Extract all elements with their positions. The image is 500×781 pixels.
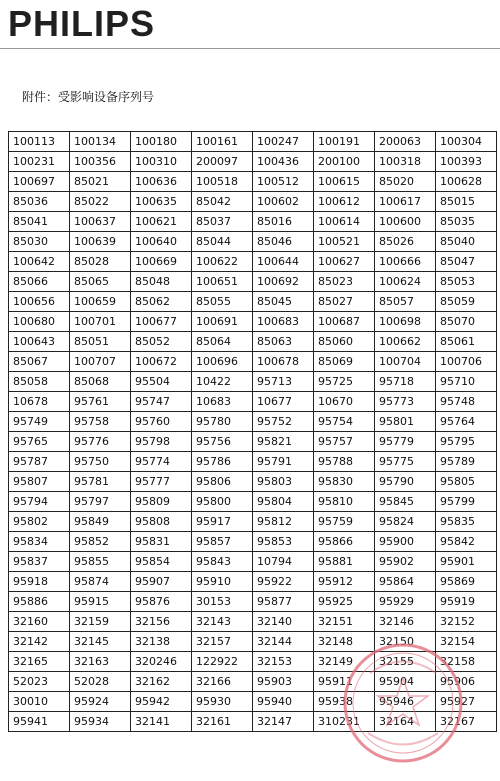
- serial-cell: 95869: [436, 572, 497, 592]
- philips-logo: PHILIPS: [8, 3, 156, 44]
- serial-cell: 95789: [436, 452, 497, 472]
- table-row: [9, 472, 497, 492]
- serial-cell: 95774: [131, 452, 192, 472]
- serial-cell: 95805: [436, 472, 497, 492]
- serial-cell: 100602: [253, 192, 314, 212]
- serial-cell: 200063: [375, 132, 436, 152]
- serial-cell: 95804: [253, 492, 314, 512]
- serial-cell: 95903: [253, 672, 314, 692]
- serial-cell: 100134: [70, 132, 131, 152]
- serial-cell: 95922: [253, 572, 314, 592]
- serial-cell: 95758: [70, 412, 131, 432]
- serial-cell: 85040: [436, 232, 497, 252]
- serial-cell: 95798: [131, 432, 192, 452]
- serial-cell: 32156: [131, 612, 192, 632]
- serial-cell: 85058: [9, 372, 70, 392]
- serial-cell: 95942: [131, 692, 192, 712]
- serial-cell: 100642: [9, 252, 70, 272]
- serial-cell: 32163: [70, 652, 131, 672]
- serial-cell: 95881: [314, 552, 375, 572]
- serial-cell: 85027: [314, 292, 375, 312]
- serial-cell: 95795: [436, 432, 497, 452]
- serial-cell: 32148: [314, 632, 375, 652]
- table-row: [9, 572, 497, 592]
- serial-number-table: [8, 131, 497, 732]
- table-row: [9, 532, 497, 552]
- serial-cell: 85046: [253, 232, 314, 252]
- serial-cell: 95754: [314, 412, 375, 432]
- serial-cell: 95918: [9, 572, 70, 592]
- serial-cell: 100644: [253, 252, 314, 272]
- serial-cell: 32138: [131, 632, 192, 652]
- serial-cell: 95902: [375, 552, 436, 572]
- table-row: [9, 632, 497, 652]
- serial-cell: 310231: [314, 712, 375, 732]
- table-row: [9, 192, 497, 212]
- serial-cell: 100113: [9, 132, 70, 152]
- serial-cell: 95824: [375, 512, 436, 532]
- table-row: [9, 452, 497, 472]
- table-row: [9, 492, 497, 512]
- serial-cell: 52028: [70, 672, 131, 692]
- serial-cell: 100678: [253, 352, 314, 372]
- serial-cell: 95904: [375, 672, 436, 692]
- serial-cell: 95946: [375, 692, 436, 712]
- serial-cell: 95790: [375, 472, 436, 492]
- serial-cell: 95776: [70, 432, 131, 452]
- serial-cell: 32140: [253, 612, 314, 632]
- serial-cell: 100635: [131, 192, 192, 212]
- serial-cell: 85064: [192, 332, 253, 352]
- serial-cell: 32164: [375, 712, 436, 732]
- serial-cell: 95807: [9, 472, 70, 492]
- serial-cell: 95910: [192, 572, 253, 592]
- serial-cell: 100356: [70, 152, 131, 172]
- serial-cell: 95797: [70, 492, 131, 512]
- serial-cell: 95802: [9, 512, 70, 532]
- serial-cell: 100636: [131, 172, 192, 192]
- attachment-title: 附件：受影响设备序列号: [22, 90, 155, 104]
- table-row: [9, 352, 497, 372]
- serial-cell: 30010: [9, 692, 70, 712]
- serial-cell: 95842: [436, 532, 497, 552]
- serial-cell: 100692: [253, 272, 314, 292]
- serial-cell: 95800: [192, 492, 253, 512]
- serial-cell: 100706: [436, 352, 497, 372]
- serial-cell: 100662: [375, 332, 436, 352]
- serial-cell: 100393: [436, 152, 497, 172]
- serial-cell: 32141: [131, 712, 192, 732]
- serial-cell: 85016: [253, 212, 314, 232]
- serial-cell: 32166: [192, 672, 253, 692]
- serial-cell: 95773: [375, 392, 436, 412]
- serial-cell: 100697: [9, 172, 70, 192]
- serial-cell: 100696: [192, 352, 253, 372]
- serial-cell: 95941: [9, 712, 70, 732]
- serial-cell: 95917: [192, 512, 253, 532]
- serial-cell: 95713: [253, 372, 314, 392]
- serial-cell: 32162: [131, 672, 192, 692]
- serial-cell: 85061: [436, 332, 497, 352]
- serial-cell: 32155: [375, 652, 436, 672]
- serial-cell: 100518: [192, 172, 253, 192]
- serial-cell: 95900: [375, 532, 436, 552]
- serial-cell: 100643: [9, 332, 70, 352]
- serial-cell: 85062: [131, 292, 192, 312]
- serial-cell: 32157: [192, 632, 253, 652]
- table-row: [9, 132, 497, 152]
- table-row: [9, 712, 497, 732]
- serial-cell: 95837: [9, 552, 70, 572]
- serial-cell: 32165: [9, 652, 70, 672]
- serial-cell: 95845: [375, 492, 436, 512]
- table-row: [9, 152, 497, 172]
- serial-cell: 95757: [314, 432, 375, 452]
- serial-cell: 100637: [70, 212, 131, 232]
- serial-cell: 85053: [436, 272, 497, 292]
- serial-cell: 95750: [70, 452, 131, 472]
- serial-cell: 85026: [375, 232, 436, 252]
- serial-cell: 32153: [253, 652, 314, 672]
- serial-cell: 100304: [436, 132, 497, 152]
- serial-cell: 32160: [9, 612, 70, 632]
- serial-cell: 85066: [9, 272, 70, 292]
- serial-cell: 95876: [131, 592, 192, 612]
- serial-cell: 85070: [436, 312, 497, 332]
- serial-cell: 95809: [131, 492, 192, 512]
- table-row: [9, 552, 497, 572]
- serial-cell: 95821: [253, 432, 314, 452]
- serial-cell: 95925: [314, 592, 375, 612]
- serial-cell: 95831: [131, 532, 192, 552]
- serial-cell: 85063: [253, 332, 314, 352]
- serial-cell: 95748: [436, 392, 497, 412]
- serial-cell: 85059: [436, 292, 497, 312]
- table-row: [9, 332, 497, 352]
- serial-cell: 100617: [375, 192, 436, 212]
- serial-cell: 30153: [192, 592, 253, 612]
- serial-cell: 95777: [131, 472, 192, 492]
- serial-cell: 95919: [436, 592, 497, 612]
- serial-cell: 95874: [70, 572, 131, 592]
- serial-cell: 95787: [9, 452, 70, 472]
- serial-cell: 85060: [314, 332, 375, 352]
- serial-cell: 95806: [192, 472, 253, 492]
- serial-cell: 95907: [131, 572, 192, 592]
- serial-cell: 32150: [375, 632, 436, 652]
- serial-cell: 10422: [192, 372, 253, 392]
- serial-cell: 95855: [70, 552, 131, 572]
- serial-cell: 100318: [375, 152, 436, 172]
- serial-cell: 32159: [70, 612, 131, 632]
- serial-cell: 100627: [314, 252, 375, 272]
- serial-cell: 95780: [192, 412, 253, 432]
- serial-cell: 32167: [436, 712, 497, 732]
- serial-cell: 85067: [9, 352, 70, 372]
- serial-cell: 100247: [253, 132, 314, 152]
- serial-cell: 32151: [314, 612, 375, 632]
- serial-cell: 95786: [192, 452, 253, 472]
- serial-cell: 95812: [253, 512, 314, 532]
- serial-cell: 85042: [192, 192, 253, 212]
- serial-cell: 85051: [70, 332, 131, 352]
- serial-cell: 100600: [375, 212, 436, 232]
- serial-cell: 100521: [314, 232, 375, 252]
- serial-cell: 95759: [314, 512, 375, 532]
- serial-cell: 32147: [253, 712, 314, 732]
- serial-cell: 100683: [253, 312, 314, 332]
- serial-cell: 52023: [9, 672, 70, 692]
- serial-cell: 95799: [436, 492, 497, 512]
- serial-cell: 95830: [314, 472, 375, 492]
- serial-cell: 95779: [375, 432, 436, 452]
- table-row: [9, 692, 497, 712]
- serial-cell: 100680: [9, 312, 70, 332]
- serial-cell: 100656: [9, 292, 70, 312]
- serial-cell: 100707: [70, 352, 131, 372]
- serial-cell: 95752: [253, 412, 314, 432]
- serial-cell: 10677: [253, 392, 314, 412]
- serial-cell: 95765: [9, 432, 70, 452]
- serial-cell: 100512: [253, 172, 314, 192]
- serial-cell: 32161: [192, 712, 253, 732]
- serial-cell: 85069: [314, 352, 375, 372]
- table-row: [9, 312, 497, 332]
- table-row: [9, 292, 497, 312]
- table-row: [9, 412, 497, 432]
- serial-cell: 100612: [314, 192, 375, 212]
- serial-cell: 100180: [131, 132, 192, 152]
- serial-cell: 95764: [436, 412, 497, 432]
- serial-cell: 95866: [314, 532, 375, 552]
- serial-cell: 100231: [9, 152, 70, 172]
- table-row: [9, 592, 497, 612]
- serial-cell: 85057: [375, 292, 436, 312]
- table-row: [9, 372, 497, 392]
- serial-cell: 95853: [253, 532, 314, 552]
- serial-cell: 95803: [253, 472, 314, 492]
- serial-cell: 95849: [70, 512, 131, 532]
- serial-cell: 100436: [253, 152, 314, 172]
- serial-cell: 122922: [192, 652, 253, 672]
- serial-cell: 100624: [375, 272, 436, 292]
- serial-cell: 95810: [314, 492, 375, 512]
- serial-cell: 200097: [192, 152, 253, 172]
- table-row: [9, 212, 497, 232]
- serial-cell: 95857: [192, 532, 253, 552]
- serial-cell: 10678: [9, 392, 70, 412]
- serial-cell: 85021: [70, 172, 131, 192]
- serial-cell: 100666: [375, 252, 436, 272]
- serial-cell: 85041: [9, 212, 70, 232]
- serial-cell: 85015: [436, 192, 497, 212]
- serial-cell: 85047: [436, 252, 497, 272]
- serial-cell: 32149: [314, 652, 375, 672]
- serial-cell: 100628: [436, 172, 497, 192]
- serial-cell: 95761: [70, 392, 131, 412]
- serial-cell: 85044: [192, 232, 253, 252]
- serial-cell: 100161: [192, 132, 253, 152]
- serial-cell: 100704: [375, 352, 436, 372]
- serial-cell: 95906: [436, 672, 497, 692]
- serial-cell: 100639: [70, 232, 131, 252]
- serial-cell: 95781: [70, 472, 131, 492]
- serial-cell: 95747: [131, 392, 192, 412]
- serial-cell: 95940: [253, 692, 314, 712]
- serial-cell: 100622: [192, 252, 253, 272]
- table-row: [9, 672, 497, 692]
- serial-cell: 95911: [314, 672, 375, 692]
- serial-cell: 100640: [131, 232, 192, 252]
- serial-cell: 85023: [314, 272, 375, 292]
- serial-cell: 85055: [192, 292, 253, 312]
- table-row: [9, 652, 497, 672]
- serial-cell: 85022: [70, 192, 131, 212]
- serial-cell: 95927: [436, 692, 497, 712]
- table-row: [9, 252, 497, 272]
- serial-cell: 95835: [436, 512, 497, 532]
- serial-cell: 85035: [436, 212, 497, 232]
- serial-cell: 100677: [131, 312, 192, 332]
- serial-cell: 95504: [131, 372, 192, 392]
- serial-cell: 95801: [375, 412, 436, 432]
- serial-cell: 100669: [131, 252, 192, 272]
- table-row: [9, 392, 497, 412]
- serial-cell: 95901: [436, 552, 497, 572]
- serial-cell: 100672: [131, 352, 192, 372]
- table-row: [9, 612, 497, 632]
- serial-cell: 200100: [314, 152, 375, 172]
- serial-cell: 32142: [9, 632, 70, 652]
- serial-cell: 95886: [9, 592, 70, 612]
- serial-cell: 32146: [375, 612, 436, 632]
- serial-cell: 95834: [9, 532, 70, 552]
- serial-cell: 100621: [131, 212, 192, 232]
- serial-cell: 85045: [253, 292, 314, 312]
- serial-cell: 100310: [131, 152, 192, 172]
- serial-cell: 95756: [192, 432, 253, 452]
- serial-cell: 85037: [192, 212, 253, 232]
- serial-cell: 95915: [70, 592, 131, 612]
- serial-cell: 32152: [436, 612, 497, 632]
- serial-cell: 100615: [314, 172, 375, 192]
- serial-cell: 85020: [375, 172, 436, 192]
- serial-cell: 95718: [375, 372, 436, 392]
- serial-cell: 95852: [70, 532, 131, 552]
- serial-cell: 95864: [375, 572, 436, 592]
- serial-cell: 32145: [70, 632, 131, 652]
- serial-cell: 95725: [314, 372, 375, 392]
- serial-cell: 95912: [314, 572, 375, 592]
- serial-cell: 95760: [131, 412, 192, 432]
- serial-cell: 100698: [375, 312, 436, 332]
- serial-cell: 85068: [70, 372, 131, 392]
- serial-cell: 100659: [70, 292, 131, 312]
- table-row: [9, 432, 497, 452]
- serial-cell: 100701: [70, 312, 131, 332]
- serial-cell: 95794: [9, 492, 70, 512]
- serial-cell: 95929: [375, 592, 436, 612]
- serial-cell: 95938: [314, 692, 375, 712]
- serial-cell: 10670: [314, 392, 375, 412]
- header-rule: [0, 48, 500, 49]
- serial-cell: 100691: [192, 312, 253, 332]
- serial-cell: 95788: [314, 452, 375, 472]
- serial-cell: 32143: [192, 612, 253, 632]
- serial-cell: 32154: [436, 632, 497, 652]
- table-row: [9, 232, 497, 252]
- serial-cell: 95749: [9, 412, 70, 432]
- serial-cell: 95934: [70, 712, 131, 732]
- serial-cell: 85065: [70, 272, 131, 292]
- serial-cell: 95877: [253, 592, 314, 612]
- serial-cell: 85052: [131, 332, 192, 352]
- serial-cell: 95843: [192, 552, 253, 572]
- table-row: [9, 172, 497, 192]
- serial-cell: 85036: [9, 192, 70, 212]
- serial-cell: 32158: [436, 652, 497, 672]
- serial-cell: 95710: [436, 372, 497, 392]
- serial-cell: 100651: [192, 272, 253, 292]
- table-row: [9, 512, 497, 532]
- serial-cell: 85048: [131, 272, 192, 292]
- serial-cell: 32144: [253, 632, 314, 652]
- serial-cell: 95924: [70, 692, 131, 712]
- serial-table-body: [9, 132, 497, 732]
- serial-cell: 10683: [192, 392, 253, 412]
- serial-cell: 100687: [314, 312, 375, 332]
- serial-cell: 95775: [375, 452, 436, 472]
- serial-cell: 95854: [131, 552, 192, 572]
- serial-cell: 95791: [253, 452, 314, 472]
- serial-cell: 320246: [131, 652, 192, 672]
- serial-cell: 85028: [70, 252, 131, 272]
- serial-cell: 10794: [253, 552, 314, 572]
- serial-cell: 95808: [131, 512, 192, 532]
- serial-cell: 85030: [9, 232, 70, 252]
- table-row: [9, 272, 497, 292]
- serial-cell: 95930: [192, 692, 253, 712]
- serial-cell: 100191: [314, 132, 375, 152]
- serial-cell: 100614: [314, 212, 375, 232]
